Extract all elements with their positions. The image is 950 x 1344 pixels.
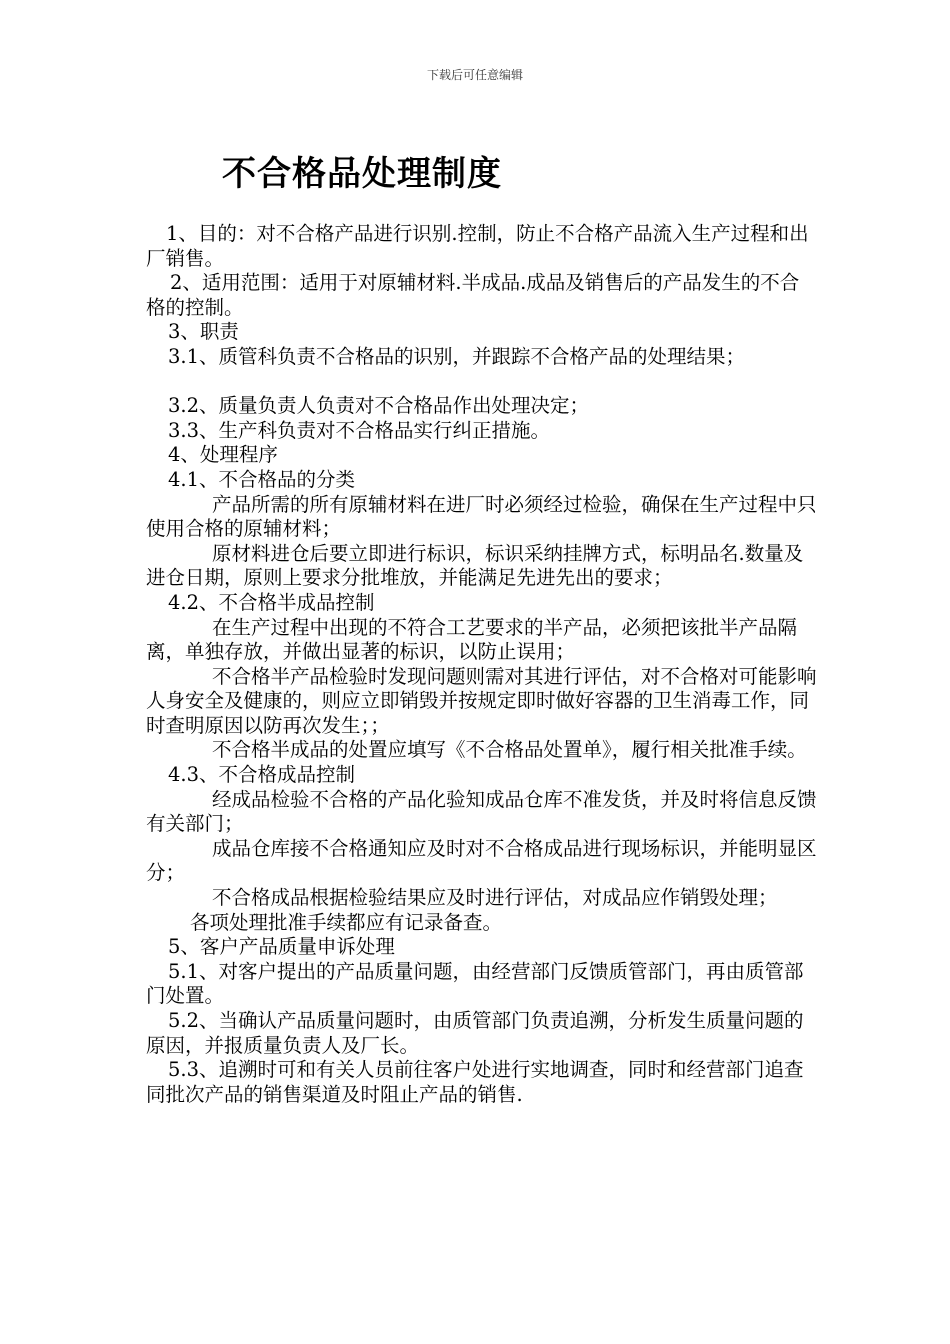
complaint-5-3-text: 5.3、追溯时可和有关人员前往客户处进行实地调查，同时和经营部门追查同批次产品的销售渠道及时阻止产品的销售. (146, 1058, 804, 1106)
procedure-4-2-heading: 4.2、不合格半成品控制 (168, 590, 375, 614)
procedure-4-1-paragraph-1: 产品所需的所有原辅材料在进厂时必须经过检验，确保在生产过程中只使用合格的原辅材料； (146, 492, 817, 541)
procedure-records-note: 各项处理批准手续都应有记录备查。 (190, 910, 503, 934)
procedure-4-2-paragraph-2: 不合格半产品检验时发现问题则需对其进行评估，对不合格对可能影响人身安全及健康的，则应立即销毁并按规定即时做好容器的卫生消毒工作，同时查明原因以防再次发生；； (146, 664, 817, 737)
section-complaint-heading: 5、客户产品质量申诉处理 (168, 935, 395, 959)
procedure-4-3-paragraph-1: 经成品检验不合格的产品化验知成品仓库不准发货，并及时将信息反馈有关部门； (146, 787, 817, 836)
section-responsibility-heading: 3、职责 (168, 320, 239, 344)
responsibility-3-3: 3.3、生产科负责对不合格品实行纠正措施。 (168, 418, 551, 442)
document-title: 不合格品处理制度 (222, 154, 502, 194)
responsibility-3-1: 3.1、质管科负责不合格品的识别，并跟踪不合格产品的处理结果； (168, 344, 746, 368)
document-body (146, 222, 818, 1107)
section-scope: 2、适用范围：适用于对原辅材料.半成品.成品及销售后的产品发生的不合格的控制。 (146, 271, 800, 319)
procedure-4-2-paragraph-1: 在生产过程中出现的不符合工艺要求的半产品，必须把该批半产品隔离，单独存放，并做出显著的标识，以防止误用； (146, 615, 798, 664)
header-note: 下载后可任意编辑 (426, 68, 523, 82)
procedure-4-1-paragraph-2: 原材料进仓后要立即进行标识，标识采纳挂牌方式，标明品名.数量及进仓日期，原则上要求分批堆放，并能满足先进先出的要求； (146, 541, 804, 590)
section-purpose: 1、目的：对不合格产品进行识别.控制，防止不合格产品流入生产过程和出厂销售。 (146, 222, 809, 270)
procedure-4-3-paragraph-2: 成品仓库接不合格通知应及时对不合格成品进行现场标识，并能明显区分； (146, 836, 817, 885)
section-procedure-heading: 4、处理程序 (168, 443, 278, 467)
procedure-4-1-heading: 4.1、不合格品的分类 (168, 467, 356, 491)
complaint-5-2: 5.2、当确认产品质量问题时，由质管部门负责追溯，分析发生质量问题的原因，并报质量负责人及厂长。 (146, 1009, 804, 1057)
procedure-4-2-paragraph-3: 不合格半成品的处置应填写《不合格品处置单》，履行相关批准手续。 (212, 738, 807, 762)
procedure-4-3-paragraph-3: 不合格成品根据检验结果应及时进行评估，对成品应作销毁处理； (212, 886, 778, 910)
complaint-5-3 (146, 1058, 818, 1107)
responsibility-3-2: 3.2、质量负责人负责对不合格品作出处理决定； (168, 394, 590, 418)
procedure-4-3-heading: 4.3、不合格成品控制 (168, 763, 356, 787)
complaint-5-1: 5.1、对客户提出的产品质量问题，由经营部门反馈质管部门，再由质管部门处置。 (146, 959, 804, 1008)
